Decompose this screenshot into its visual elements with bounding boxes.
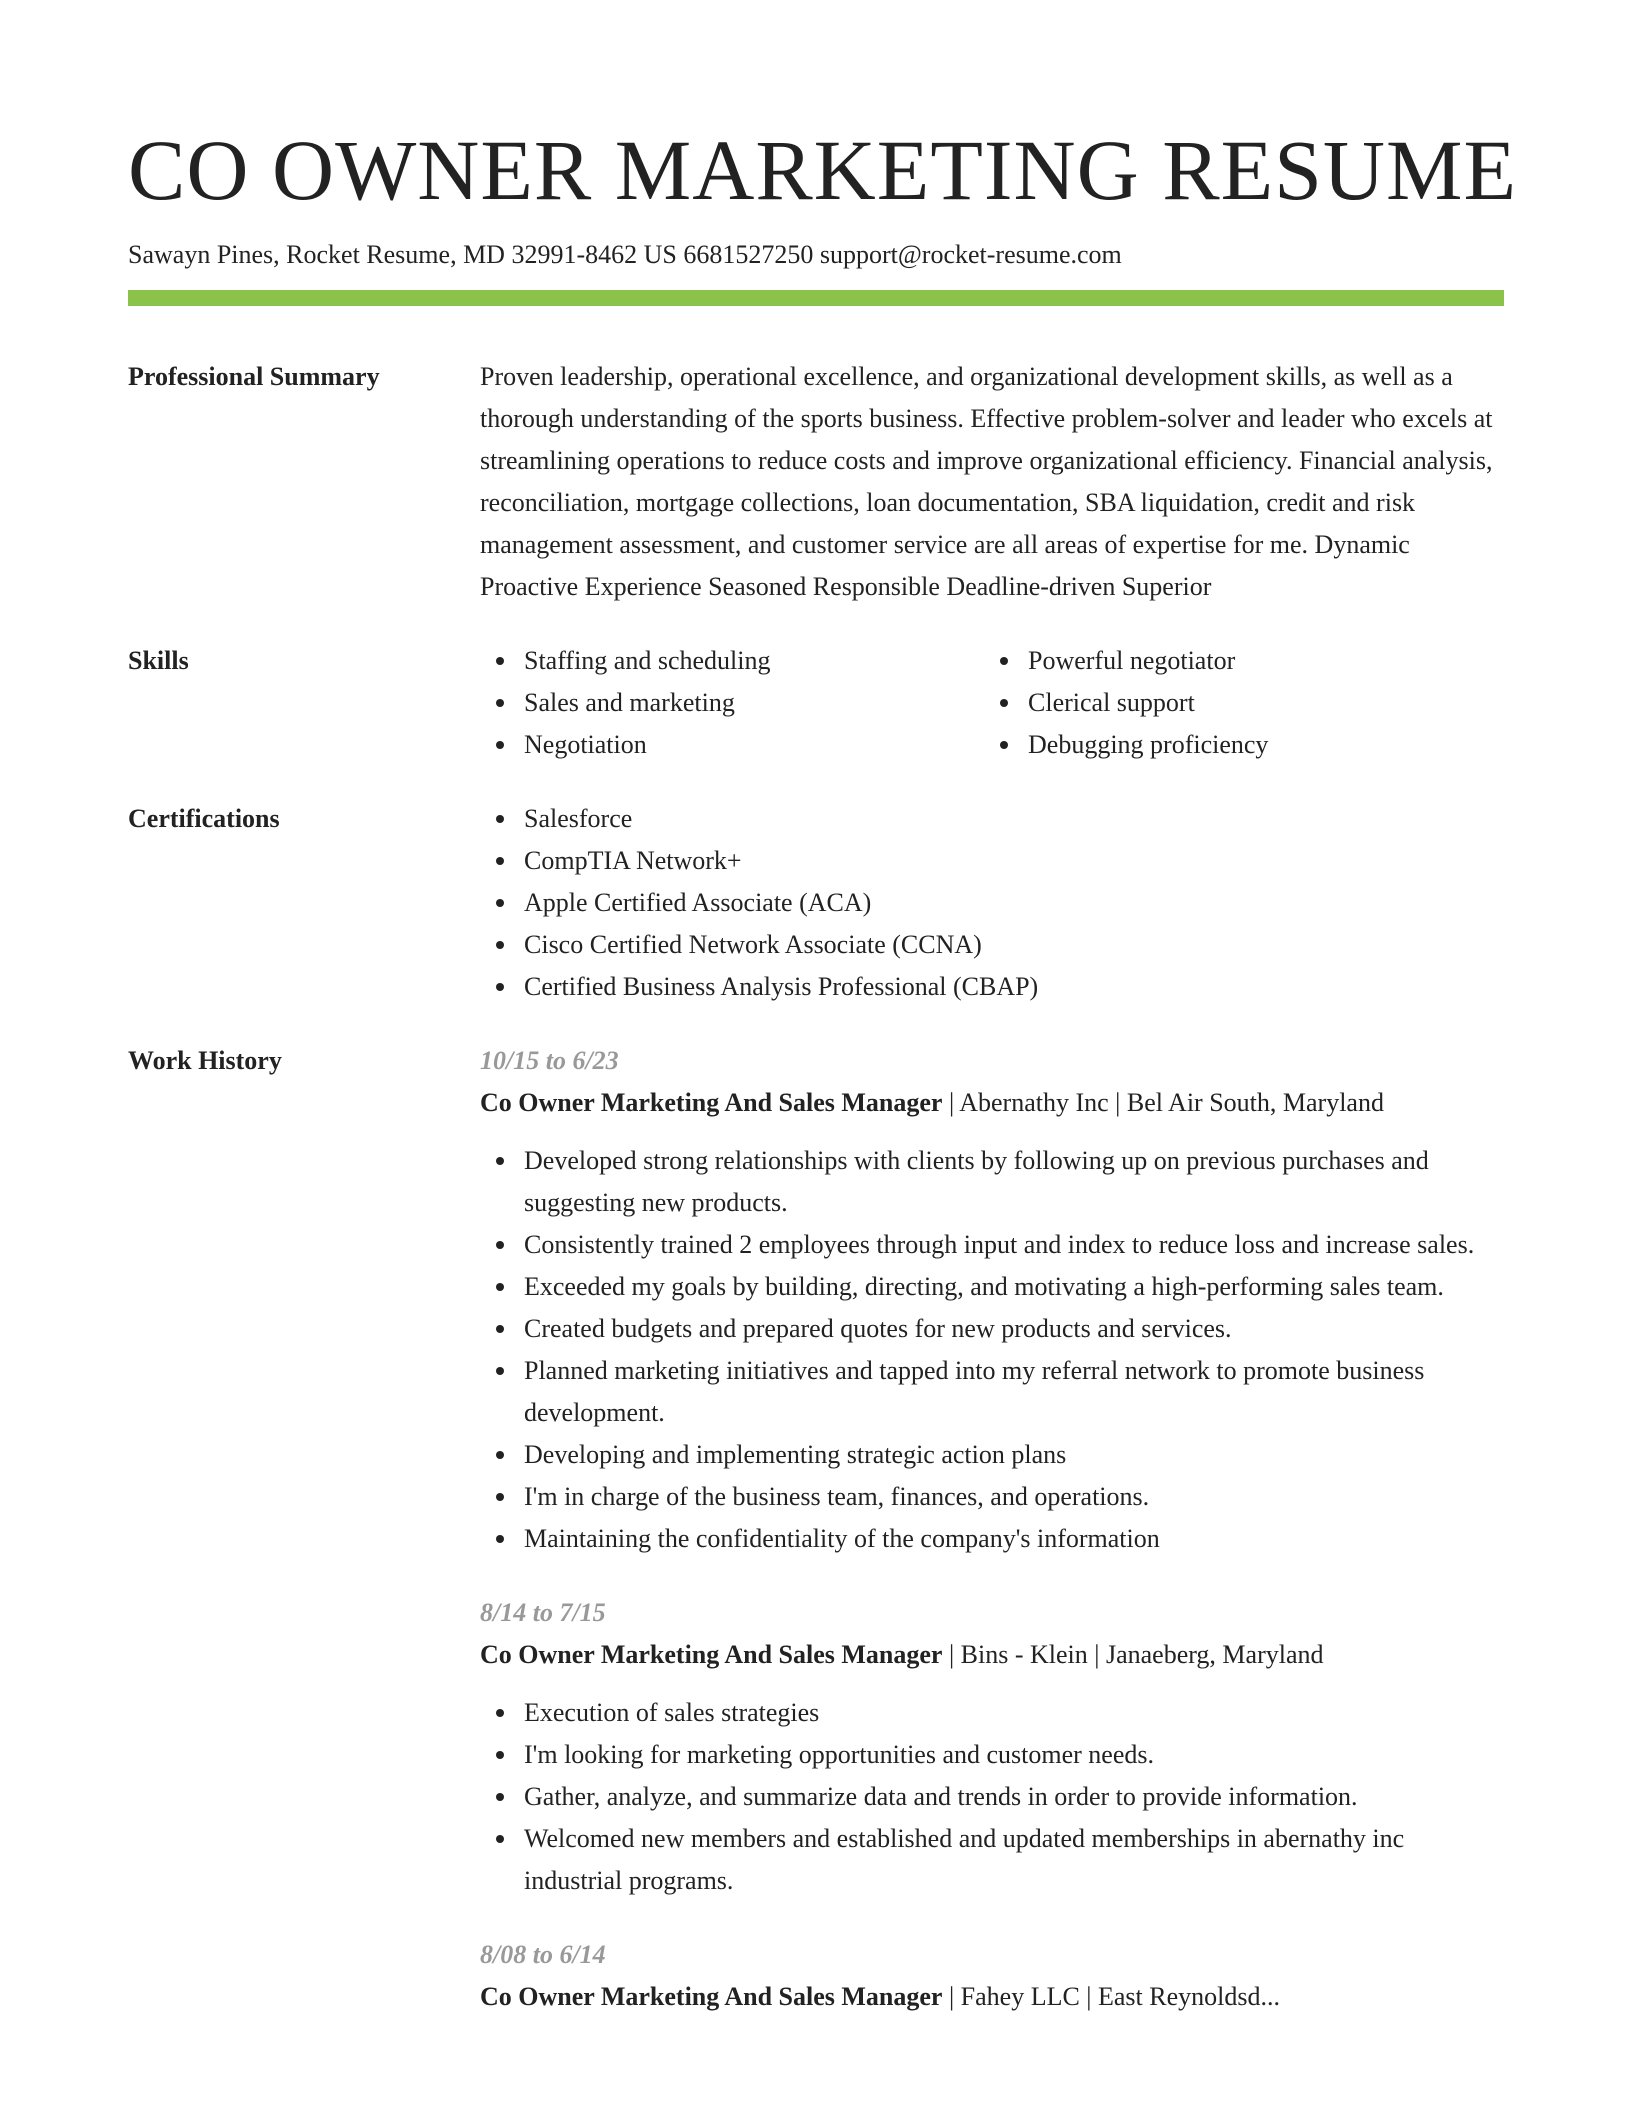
job-duty-item: Exceeded my goals by building, directing, and motivating a high-performing sales team.: [480, 1266, 1504, 1308]
skill-item: Negotiation: [480, 724, 984, 766]
contact-line: Sawayn Pines, Rocket Resume, MD 32991-8462 US 6681527250 support@rocket-resume.com: [128, 240, 1122, 269]
job-entry: [480, 1040, 1504, 1560]
job-company-location: | Abernathy Inc | Bel Air South, Maryland: [942, 1088, 1384, 1117]
job-dates: 8/14 to 7/15: [480, 1598, 606, 1627]
job-duty-item: Developed strong relationships with clients by following up on previous purchases and suggesting new products.: [480, 1140, 1504, 1224]
job-title: Co Owner Marketing And Sales Manager: [480, 1982, 943, 2011]
certifications-heading: Certifications: [128, 804, 280, 833]
job-entry: [480, 1592, 1504, 1902]
job-duty-item: Maintaining the confidentiality of the company's information: [480, 1518, 1504, 1560]
skills-list: [480, 640, 1504, 766]
skill-item: Powerful negotiator: [984, 640, 1488, 682]
accent-divider: [128, 290, 1504, 306]
job-company-location: | Fahey LLC | East Reynoldsd...: [942, 1982, 1280, 2011]
certifications-list: [480, 798, 1504, 1008]
certification-item: CompTIA Network+: [480, 840, 1504, 882]
skill-item: Clerical support: [984, 682, 1488, 724]
certifications-body: [480, 798, 1504, 1008]
certification-item: Certified Business Analysis Professional (CBAP): [480, 966, 1504, 1008]
certification-item: Cisco Certified Network Associate (CCNA): [480, 924, 1504, 966]
skills-heading: Skills: [128, 646, 189, 675]
summary-section: [128, 356, 1504, 608]
job-dates: 8/08 to 6/14: [480, 1940, 606, 1969]
certification-item: Apple Certified Associate (ACA): [480, 882, 1504, 924]
job-duty-item: I'm looking for marketing opportunities and customer needs.: [480, 1734, 1504, 1776]
job-duty-item: I'm in charge of the business team, finances, and operations.: [480, 1476, 1504, 1518]
skill-item: Sales and marketing: [480, 682, 984, 724]
job-duty-item: Created budgets and prepared quotes for new products and services.: [480, 1308, 1504, 1350]
skills-column-right: [984, 640, 1488, 766]
resume-title: CO OWNER MARKETING RESUME: [128, 122, 1518, 218]
job-duty-item: Developing and implementing strategic action plans: [480, 1434, 1504, 1476]
job-duty-item: Planned marketing initiatives and tapped into my referral network to promote business development.: [480, 1350, 1504, 1434]
job-heading: [480, 1976, 1504, 2018]
work-history-heading: Work History: [128, 1046, 282, 1075]
skill-item: Staffing and scheduling: [480, 640, 984, 682]
job-entry: [480, 1934, 1504, 2018]
job-duties-list: [480, 1140, 1504, 1560]
summary-heading: Professional Summary: [128, 362, 380, 391]
job-duty-item: Consistently trained 2 employees through input and index to reduce loss and increase sales.: [480, 1224, 1504, 1266]
work-history-body: [480, 1040, 1504, 2050]
resume-page: [128, 0, 1518, 2050]
work-history-section: [128, 1040, 1504, 2050]
job-title: Co Owner Marketing And Sales Manager: [480, 1088, 943, 1117]
job-duty-item: Execution of sales strategies: [480, 1692, 1504, 1734]
job-heading: [480, 1634, 1504, 1676]
job-heading: [480, 1082, 1504, 1124]
certification-item: Salesforce: [480, 798, 1504, 840]
job-duties-list: [480, 1692, 1504, 1902]
job-title: Co Owner Marketing And Sales Manager: [480, 1640, 943, 1669]
job-duty-item: Gather, analyze, and summarize data and trends in order to provide information.: [480, 1776, 1504, 1818]
job-duty-item: Welcomed new members and established and updated memberships in abernathy inc industrial programs.: [480, 1818, 1504, 1902]
certifications-section: [128, 798, 1504, 1008]
skills-column-left: [480, 640, 984, 766]
job-company-location: | Bins - Klein | Janaeberg, Maryland: [942, 1640, 1324, 1669]
skill-item: Debugging proficiency: [984, 724, 1488, 766]
skills-section: [128, 640, 1504, 766]
job-dates: 10/15 to 6/23: [480, 1046, 619, 1075]
summary-text: Proven leadership, operational excellence, and organizational development skills, as well as a thorough understanding of the sports business. Effective problem-solver and leader who excels at streamlining operations to reduce costs and improve organizational efficiency. Financial analysis, reconciliation, mortgage collections, loan documentation, SBA liquidation, credit and risk management assessment, and customer service are all areas of expertise for me. Dynamic Proactive Experience Seasoned Responsible Deadline-driven Superior: [480, 362, 1493, 601]
